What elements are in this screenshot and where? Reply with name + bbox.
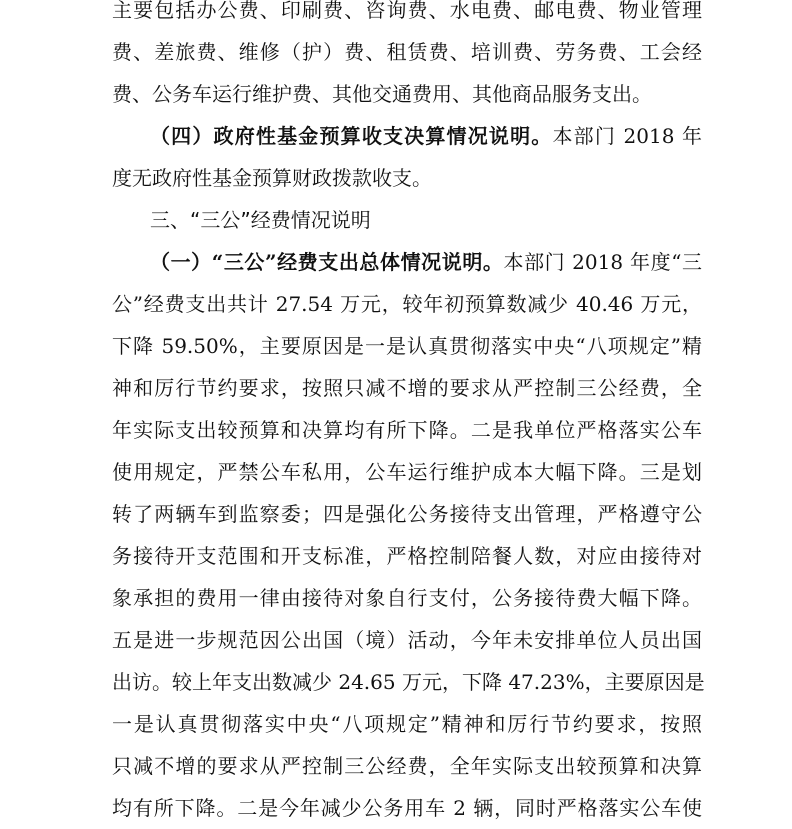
paragraph-line: 年实际支出较预算和决算均有所下降。二是我单位严格落实公车 bbox=[112, 418, 702, 442]
paragraph-line: 费、公务车运行维护费、其他交通费用、其他商品服务支出。 bbox=[112, 82, 652, 106]
section-three-heading: 三、“三公”经费情况说明 bbox=[150, 208, 371, 232]
paragraph-line: 神和厉行节约要求，按照只减不增的要求从严控制三公经费，全 bbox=[112, 376, 702, 400]
section-four-heading: （四）政府性基金预算收支决算情况说明。 bbox=[150, 124, 553, 148]
paragraph-line: 务接待开支范围和开支标准，严格控制陪餐人数，对应由接待对 bbox=[112, 544, 702, 568]
paragraph-line: 五是进一步规范因公出国（境）活动，今年未安排单位人员出国 bbox=[112, 628, 702, 652]
subsection-one-heading: （一）“三公”经费支出总体情况说明。 bbox=[150, 250, 504, 274]
paragraph-line: 费、差旅费、维修（护）费、租赁费、培训费、劳务费、工会经 bbox=[112, 40, 702, 64]
paragraph-line: 出访。较上年支出数减少 24.65 万元，下降 47.23%，主要原因是 bbox=[112, 670, 705, 694]
paragraph-line: 主要包括办公费、印刷费、咨询费、水电费、邮电费、物业管理 bbox=[112, 0, 702, 22]
paragraph-line: 转了两辆车到监察委；四是强化公务接待支出管理，严格遵守公 bbox=[112, 502, 702, 526]
subsection-one-text: 本部门 2018 年度“三 bbox=[503, 250, 702, 274]
paragraph-line: 公”经费支出共计 27.54 万元，较年初预算数减少 40.46 万元， bbox=[112, 292, 702, 316]
paragraph-line: 象承担的费用一律由接待对象自行支付，公务接待费大幅下降。 bbox=[112, 586, 702, 610]
paragraph-line: 只减不增的要求从严控制三公经费，全年实际支出较预算和决算 bbox=[112, 754, 702, 778]
paragraph-line: 一是认真贯彻落实中央“八项规定”精神和厉行节约要求，按照 bbox=[112, 712, 702, 736]
section-four-line bbox=[150, 115, 702, 157]
section-four-text: 本部门 2018 年 bbox=[552, 124, 702, 148]
subsection-one-line bbox=[150, 241, 702, 283]
paragraph-line: 使用规定，严禁公车私用，公车运行维护成本大幅下降。三是划 bbox=[112, 460, 702, 484]
paragraph-line: 下降 59.50%，主要原因是一是认真贯彻落实中央“八项规定”精 bbox=[112, 334, 702, 358]
paragraph-line: 度无政府性基金预算财政拨款收支。 bbox=[112, 166, 432, 190]
paragraph-line: 均有所下降。二是今年减少公务用车 2 辆，同时严格落实公车使 bbox=[112, 796, 702, 820]
